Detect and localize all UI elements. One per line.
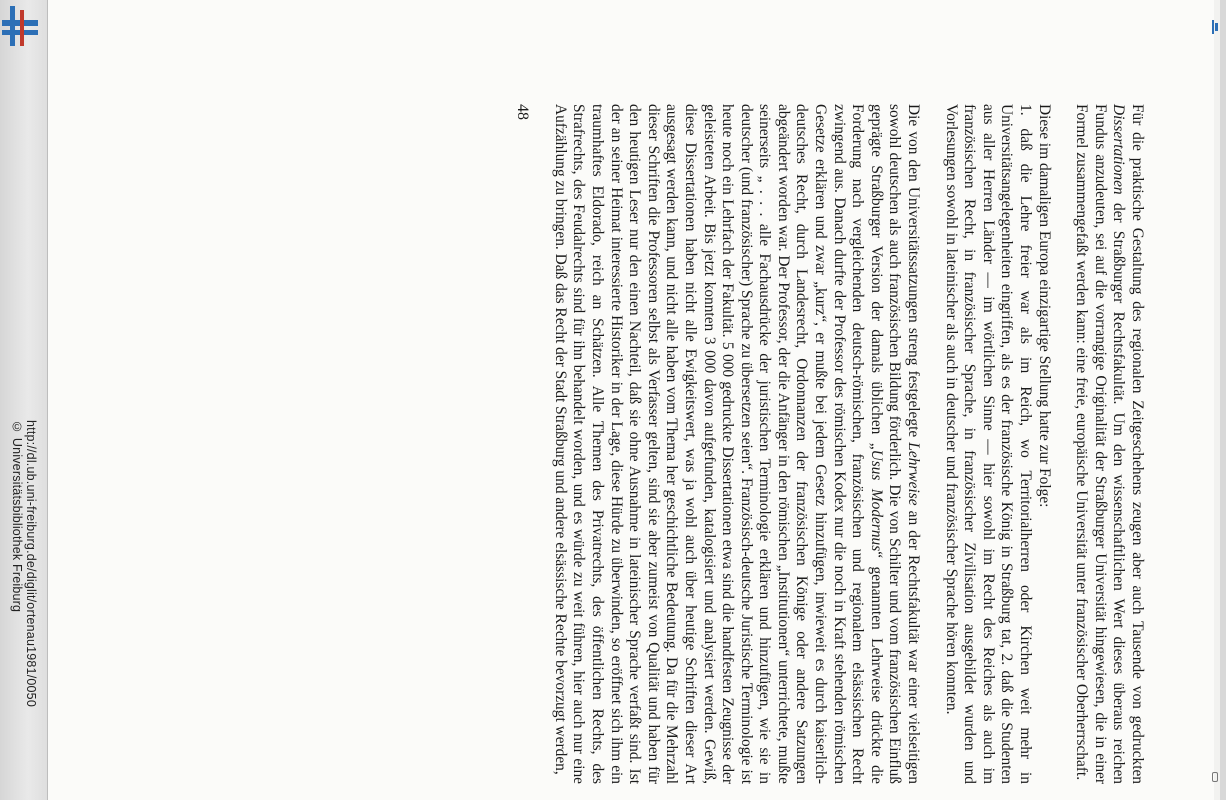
marker-icon <box>1212 20 1218 34</box>
paragraph-2-intro: Diese im damaligen Europa einzigartige Stellung hatte zur Folge: <box>1035 104 1053 508</box>
source-url[interactable]: http://dl.ub.uni-freiburg.de/diglit/ortenau1981/0050 <box>24 420 38 707</box>
scroll-indicator-icon[interactable] <box>1212 772 1218 782</box>
paragraph-1: Für die praktische Gestaltung des regionalen Zeitgeschehens zeugen aber auch Tausende von gedruckten Dissertationen der Straßburger Rechtsfakultät. Um den wissenschaftlichen Wert dieses überaus reichen Fundus anzudeuten, sei auf die vorrangige Originalität der Straßburger Universität hingewiesen, die in einer Formel zusammengefaßt werden kann: eine freie, europäische Universität unter französischer Oberherrschaft. <box>1073 104 1146 784</box>
copyright-notice: © Universitätsbibliothek Freiburg <box>10 420 24 613</box>
paragraph-2-list: 1. daß die Lehre freier war als im Reich, wo Territorialherren oder Kirchen weit mehr in Universitätsangelegenheiten eingriffen, als es der französische König in Straßburg tat, 2. daß die Studenten aus aller Herren Länder — im wörtlichen Sinne — hier sowohl im Recht des Reiches als auch im französischen Recht, in französischer Sprache, in französischer Zivilisation ausgebildet wurden und Vorlesungen sowohl in lateinischer als auch in deutscher und französischer Sprache hören konnten. <box>942 104 1035 784</box>
source-url-strip <box>10 420 38 707</box>
viewer-sidebar <box>0 0 48 800</box>
page-number: 48 <box>514 104 532 120</box>
library-logo-icon <box>2 6 38 46</box>
right-edge <box>1220 0 1226 800</box>
paragraph-3: Die von den Universitätssatzungen streng festgelegte Lehrweise an der Rechtsfakultät war einer vielseitigen sowohl deutschen als auch französischen Bildung förderlich. Die von Schilter und vom französischen Einfluß geprägte Straßburger Version der damals üblichen „Usus Modernus“ genannten Lehrweise drückte die Forderung nach vergleichenden deutsch-römischen, französischen und regionalem elsässischen Recht zwingend aus. Danach durfte der Professor des römischen Kodex nur die noch in Kraft stehenden römischen Gesetze erklären und zwar „kurz“, er mußte bei jedem Gesetz hinzufügen, inwieweit es durch kaiserlich-deutsches Recht, durch Landesrecht, Ordonnanzen der französischen Könige oder andere Satzungen abgeändert worden war. Der Professor, der die Anfänger in den römischen „Institutionen“ unterrichtete, mußte seinerseits „ . . . alle Fachausdrücke der juristischen Terminologie erklären und hinzufügen, wie sie in deutscher (und französischer) Sprache zu übersetzen seien“. Französisch-deutsche Juristische Terminologie ist heute noch ein Lehrfach der Fakultät. 5 000 gedruckte Dissertationen etwa sind die handfesten Zeugnisse der geleisteten Arbeit. Bis jetzt konnten 3 000 davon aufgefunden, katalogisiert und analysiert werden. Gewiß, diese Dissertationen haben nicht alle Ewigkeitswert, was ja wohl auch über heutige Schriften dieser Art ausgesagt werden kann, und nicht alle haben vom Thema her geschichtliche Bedeutung. Da für die Mehrzahl dieser Schriften die Professoren selbst als Verfasser gelten, sind sie aber zumeist von Qualität und haben für den heutigen Leser nur den einen Nachteil, daß sie ohne Ausnahme in lateinischer Sprache verfaßt sind. Ist der an seiner Heimat interessierte Historiker in der Lage, diese Hürde zu überwinden, so eröffnet sich ihm ein traumhaftes Eldorado, reich an Schätzen. Alle Themen des Privatrechts, des öffentlichen Rechts, des Strafrechts, des Feudalrechts sind für ihn behandelt worden, und es würde zu weit führen, hier auch nur eine Aufzählung zu bringen. Daß das Recht der Stadt Straßburg und andere elsässische Rechte bevorzugt werden, <box>551 104 923 784</box>
scanned-page <box>48 0 1214 800</box>
page-text <box>513 104 1146 784</box>
